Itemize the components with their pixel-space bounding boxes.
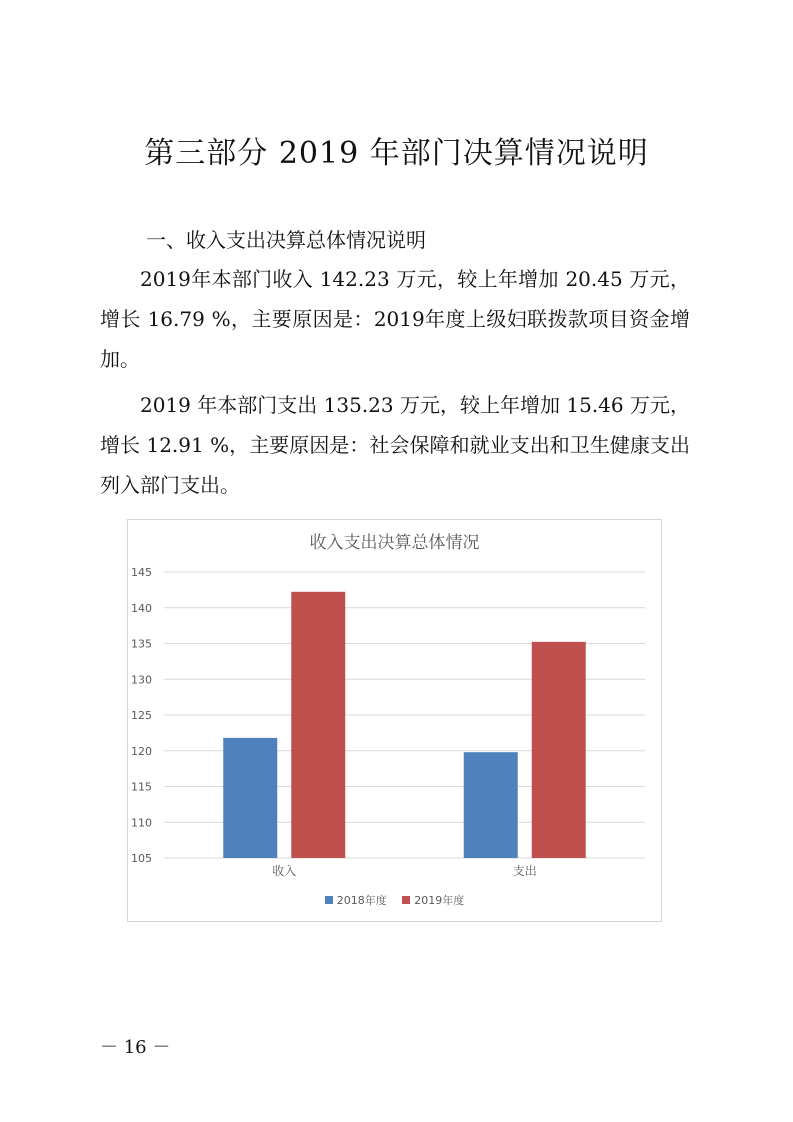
income-paragraph: 2019年本部门收入 142.23 万元，较上年增加 20.45 万元，增长 16.79 %，主要原因是：2019年度上级妇联拨款项目资金增加。	[100, 267, 690, 371]
chart-plot	[128, 520, 661, 921]
bar	[223, 738, 277, 858]
income-expenditure-chart	[127, 519, 662, 922]
y-tick-label: 140	[131, 601, 152, 615]
legend-item-2019	[402, 892, 464, 908]
legend-swatch-2019	[402, 896, 410, 904]
legend-label-2018: 2018年度	[336, 894, 387, 907]
section-heading: 一、收入支出决算总体情况说明	[146, 228, 426, 252]
chart-legend	[128, 892, 661, 908]
bar	[291, 592, 345, 858]
legend-label-2019: 2019年度	[414, 894, 465, 907]
x-tick-label: 支出	[512, 864, 537, 878]
y-tick-label: 125	[131, 709, 152, 722]
legend-item-2018	[325, 892, 387, 908]
y-tick-label: 135	[131, 637, 152, 651]
document-title: 第三部分 2019 年部门决算情况说明	[144, 136, 649, 171]
bar	[464, 752, 518, 858]
page-number: － 16 －	[100, 1037, 171, 1058]
y-tick-label: 110	[131, 816, 152, 830]
legend-swatch-2018	[325, 896, 333, 904]
x-tick-label: 收入	[272, 864, 297, 878]
bar	[532, 642, 586, 858]
chart-title: 收入支出决算总体情况	[309, 533, 480, 553]
y-tick-label: 115	[131, 780, 152, 794]
expenditure-paragraph: 2019 年本部门支出 135.23 万元，较上年增加 15.46 万元，增长 12.91 %，主要原因是：社会保障和就业支出和卫生健康支出列入部门支出。	[100, 393, 690, 497]
y-tick-label: 145	[131, 566, 152, 579]
y-tick-label: 120	[131, 744, 152, 758]
y-tick-label: 105	[131, 852, 152, 865]
y-tick-label: 130	[131, 673, 152, 687]
